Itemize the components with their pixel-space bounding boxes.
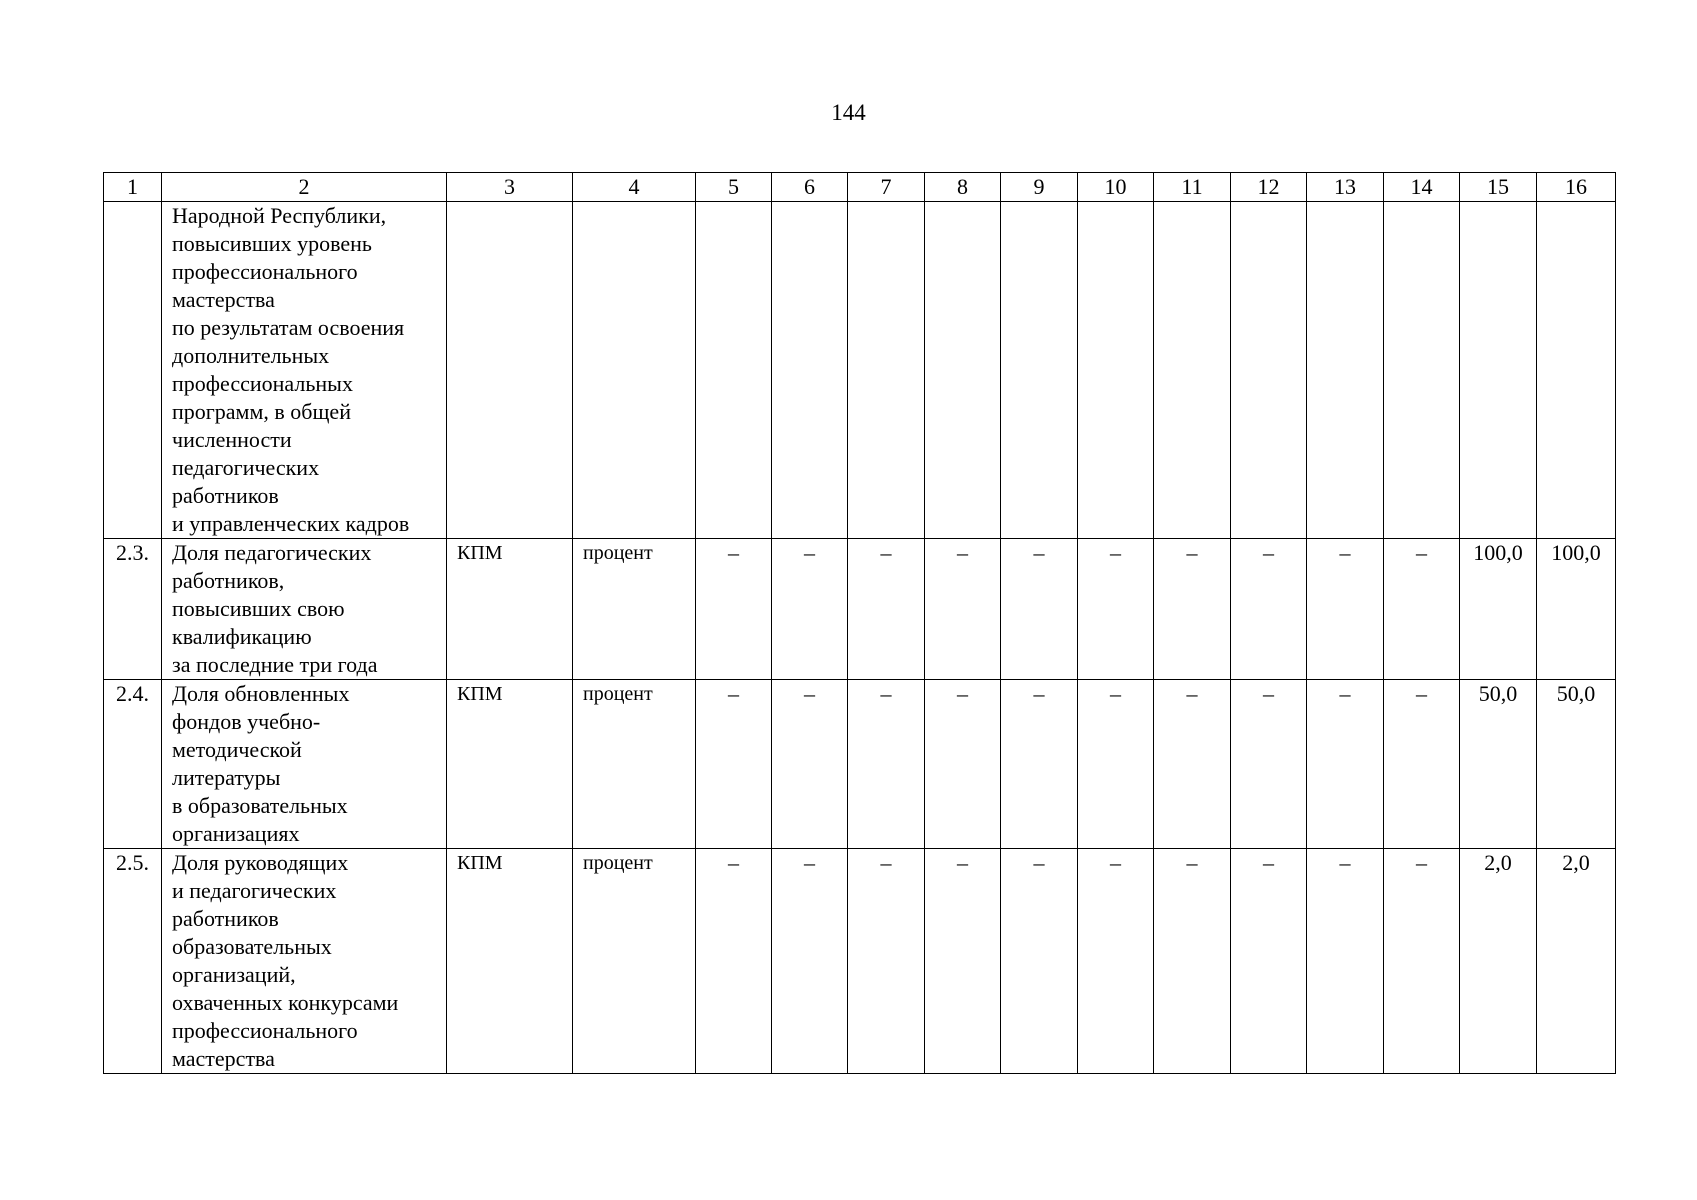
value-cell: – (1078, 539, 1154, 680)
value-cell: 100,0 (1460, 539, 1537, 680)
value-cell (1231, 202, 1307, 539)
column-number: 11 (1154, 173, 1231, 202)
table-row (104, 849, 1616, 1074)
value-cell: – (1231, 849, 1307, 1074)
column-number: 2 (162, 173, 447, 202)
value-cell (1154, 202, 1231, 539)
indicator-source (447, 202, 573, 539)
value-cell: – (1231, 539, 1307, 680)
value-cell (1078, 202, 1154, 539)
value-cell (772, 202, 848, 539)
value-cell: 2,0 (1537, 849, 1616, 1074)
indicator-name: Доля педагогических работников, повысивших свою квалификацию за последние три года (162, 539, 447, 680)
value-cell: – (925, 680, 1001, 849)
value-cell: – (772, 539, 848, 680)
indicator-unit: процент (573, 680, 696, 849)
table-row (104, 539, 1616, 680)
column-number: 4 (573, 173, 696, 202)
column-number: 1 (104, 173, 162, 202)
column-number: 7 (848, 173, 925, 202)
value-cell: 50,0 (1460, 680, 1537, 849)
row-number: 2.3. (104, 539, 162, 680)
indicator-name: Доля обновленных фондов учебно- методической литературы в образовательных организациях (162, 680, 447, 849)
row-number: 2.4. (104, 680, 162, 849)
column-number: 9 (1001, 173, 1078, 202)
column-number: 3 (447, 173, 573, 202)
column-number: 5 (696, 173, 772, 202)
value-cell: – (1384, 680, 1460, 849)
indicator-name: Доля руководящих и педагогических работников образовательных организаций, охваченных конкурсами профессионального мастерства (162, 849, 447, 1074)
table-row (104, 680, 1616, 849)
value-cell: – (696, 539, 772, 680)
value-cell: 50,0 (1537, 680, 1616, 849)
column-number-row (104, 173, 1616, 202)
value-cell: – (696, 849, 772, 1074)
value-cell: 100,0 (1537, 539, 1616, 680)
value-cell: – (1001, 849, 1078, 1074)
column-number: 8 (925, 173, 1001, 202)
value-cell (696, 202, 772, 539)
value-cell (1460, 202, 1537, 539)
value-cell: – (848, 539, 925, 680)
value-cell: – (1307, 849, 1384, 1074)
value-cell (1537, 202, 1616, 539)
value-cell: – (1384, 849, 1460, 1074)
value-cell: – (1307, 680, 1384, 849)
indicators-table (103, 172, 1616, 1074)
column-number: 14 (1384, 173, 1460, 202)
value-cell: – (925, 539, 1001, 680)
table-row (104, 202, 1616, 539)
value-cell (1307, 202, 1384, 539)
indicator-source: КПМ (447, 680, 573, 849)
value-cell: – (772, 680, 848, 849)
indicator-name: Народной Республики, повысивших уровень профессионального мастерства по результатам освоения дополнительных профессиональных программ, в общей численности педагогических работников и управленческих кадров (162, 202, 447, 539)
value-cell: – (1231, 680, 1307, 849)
column-number: 6 (772, 173, 848, 202)
value-cell: – (848, 680, 925, 849)
column-number: 12 (1231, 173, 1307, 202)
value-cell: – (1154, 680, 1231, 849)
value-cell (925, 202, 1001, 539)
value-cell: – (1307, 539, 1384, 680)
column-number: 10 (1078, 173, 1154, 202)
value-cell: – (772, 849, 848, 1074)
page-number: 144 (831, 100, 866, 125)
value-cell: – (1154, 849, 1231, 1074)
value-cell: – (848, 849, 925, 1074)
value-cell: – (696, 680, 772, 849)
column-number: 13 (1307, 173, 1384, 202)
indicator-source: КПМ (447, 849, 573, 1074)
value-cell: – (925, 849, 1001, 1074)
value-cell (848, 202, 925, 539)
row-number (104, 202, 162, 539)
row-number: 2.5. (104, 849, 162, 1074)
value-cell: 2,0 (1460, 849, 1537, 1074)
value-cell: – (1078, 849, 1154, 1074)
indicator-unit: процент (573, 539, 696, 680)
value-cell: – (1001, 680, 1078, 849)
value-cell (1001, 202, 1078, 539)
value-cell: – (1001, 539, 1078, 680)
column-number: 16 (1537, 173, 1616, 202)
value-cell (1384, 202, 1460, 539)
column-number: 15 (1460, 173, 1537, 202)
value-cell: – (1154, 539, 1231, 680)
value-cell: – (1384, 539, 1460, 680)
indicator-source: КПМ (447, 539, 573, 680)
value-cell: – (1078, 680, 1154, 849)
indicator-unit (573, 202, 696, 539)
indicator-unit: процент (573, 849, 696, 1074)
